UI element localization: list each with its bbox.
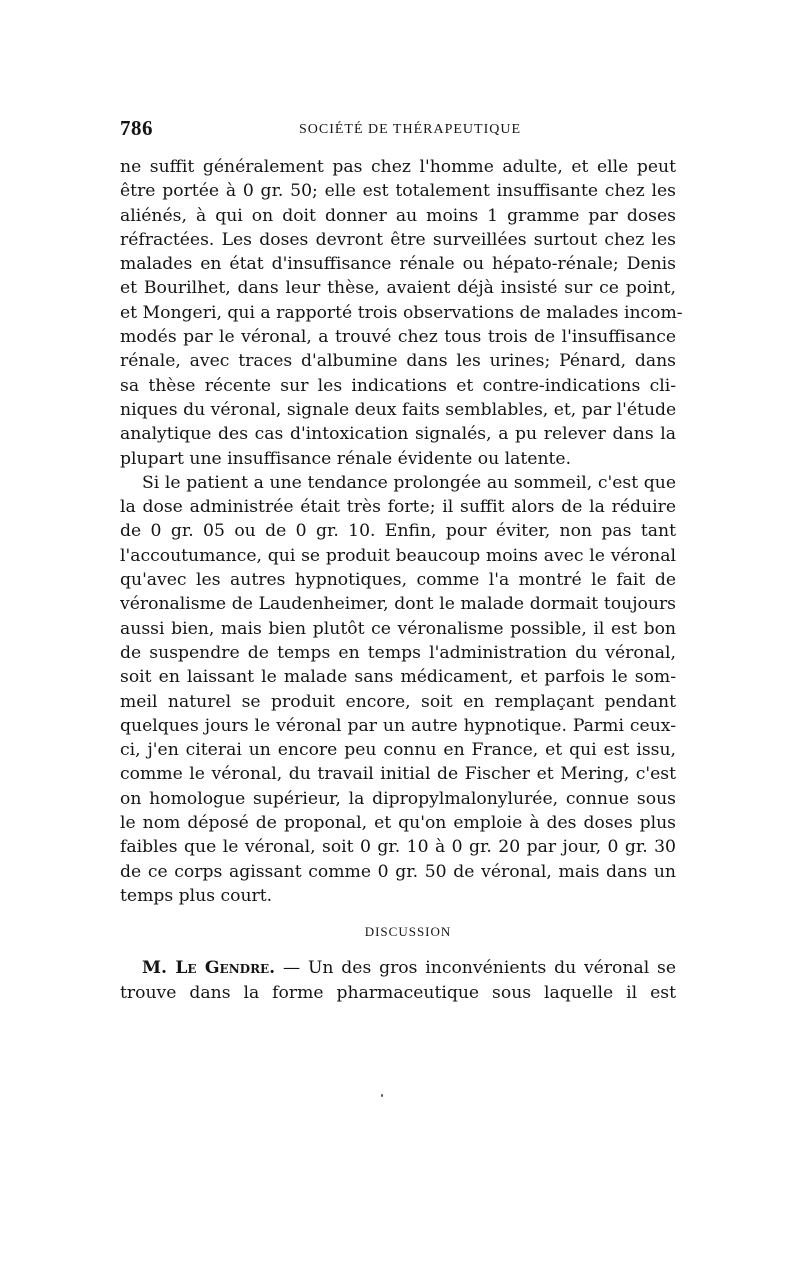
paragraph-3	[120, 956, 676, 1005]
text-line: sa thèse récente sur les indications et contre-indications cli-	[120, 375, 676, 396]
text-line: et Mongeri, qui a rapporté trois observations de malades incom-	[120, 302, 683, 323]
text-line: quelques jours le véronal par un autre hypnotique. Parmi ceux-	[120, 715, 676, 736]
text-line: aliénés, à qui on doit donner au moins 1 gramme par doses	[120, 205, 676, 226]
speaker-name: M. Le Gendre.	[142, 958, 276, 979]
text-line: niques du véronal, signale deux faits semblables, et, par l'étude	[120, 399, 677, 420]
text-line: Si le patient a une tendance prolongée au sommeil, c'est que	[142, 472, 676, 493]
text-line: aussi bien, mais bien plutôt ce véronalisme possible, il est bon	[120, 618, 676, 639]
text-line	[120, 956, 676, 980]
page-number: 786	[120, 116, 153, 140]
text-line: l'accoutumance, qui se produit beaucoup moins avec le véronal	[120, 545, 676, 566]
text-line: rénale, avec traces d'albumine dans les urines; Pénard, dans	[120, 351, 676, 372]
text-line: de suspendre de temps en temps l'administration du véronal,	[120, 642, 676, 663]
text-line: comme le véronal, du travail initial de Fischer et Mering, c'est	[120, 764, 676, 785]
text-line: plupart une insuffisance rénale évidente ou latente.	[120, 448, 572, 469]
text-line: qu'avec les autres hypnotiques, comme l'a montré le fait de	[120, 570, 676, 591]
text-line: malades en état d'insuffisance rénale ou hépato-rénale; Denis	[120, 254, 676, 275]
text-line: être portée à 0 gr. 50; elle est totalement insuffisante chez les	[120, 181, 676, 202]
text-line: temps plus court.	[120, 885, 273, 906]
running-title: SOCIÉTÉ DE THÉRAPEUTIQUE	[298, 122, 522, 137]
speech-text: — Un des gros inconvénients du véronal se	[275, 958, 676, 979]
text-line: de ce corps agissant comme 0 gr. 50 de véronal, mais dans un	[120, 861, 676, 882]
paragraph-1	[120, 155, 683, 471]
text-line: faibles que le véronal, soit 0 gr. 10 à 0 gr. 20 par jour, 0 gr. 30	[120, 837, 676, 858]
text-line: et Bourilhet, dans leur thèse, avaient déjà insisté sur ce point,	[120, 278, 676, 299]
paragraph-2	[120, 471, 676, 908]
text-line: analytique des cas d'intoxication signalés, a pu relever dans la	[120, 424, 676, 445]
text-line: on homologue supérieur, la dipropylmalonylurée, connue sous	[120, 788, 676, 809]
text-line: le nom déposé de proponal, et qu'on emploie à des doses plus	[120, 813, 676, 834]
text-line: de 0 gr. 05 ou de 0 gr. 10. Enfin, pour éviter, non pas tant	[120, 521, 676, 542]
page-header	[120, 116, 680, 146]
text-line: la dose administrée était très forte; il suffit alors de la réduire	[120, 497, 676, 518]
ink-speck	[381, 1094, 383, 1097]
text-line: trouve dans la forme pharmaceutique sous laquelle il est	[120, 982, 676, 1003]
text-line: soit en laissant le malade sans médicament, et parfois le som-	[120, 667, 676, 688]
text-line: meil naturel se produit encore, soit en remplaçant pendant	[120, 691, 676, 712]
body-text	[120, 155, 683, 1005]
text-line: ci, j'en citerai un encore peu connu en France, et qui est issu,	[120, 740, 676, 761]
text-line: modés par le véronal, a trouvé chez tous trois de l'insuffisance	[120, 327, 676, 348]
discussion-heading: DISCUSSION	[364, 924, 452, 940]
text-line: ne suffit généralement pas chez l'homme adulte, et elle peut	[120, 157, 676, 177]
text-line: réfractées. Les doses devront être surveillées surtout chez les	[120, 229, 676, 250]
text-line: véronalisme de Laudenheimer, dont le malade dormait toujours	[120, 594, 676, 615]
